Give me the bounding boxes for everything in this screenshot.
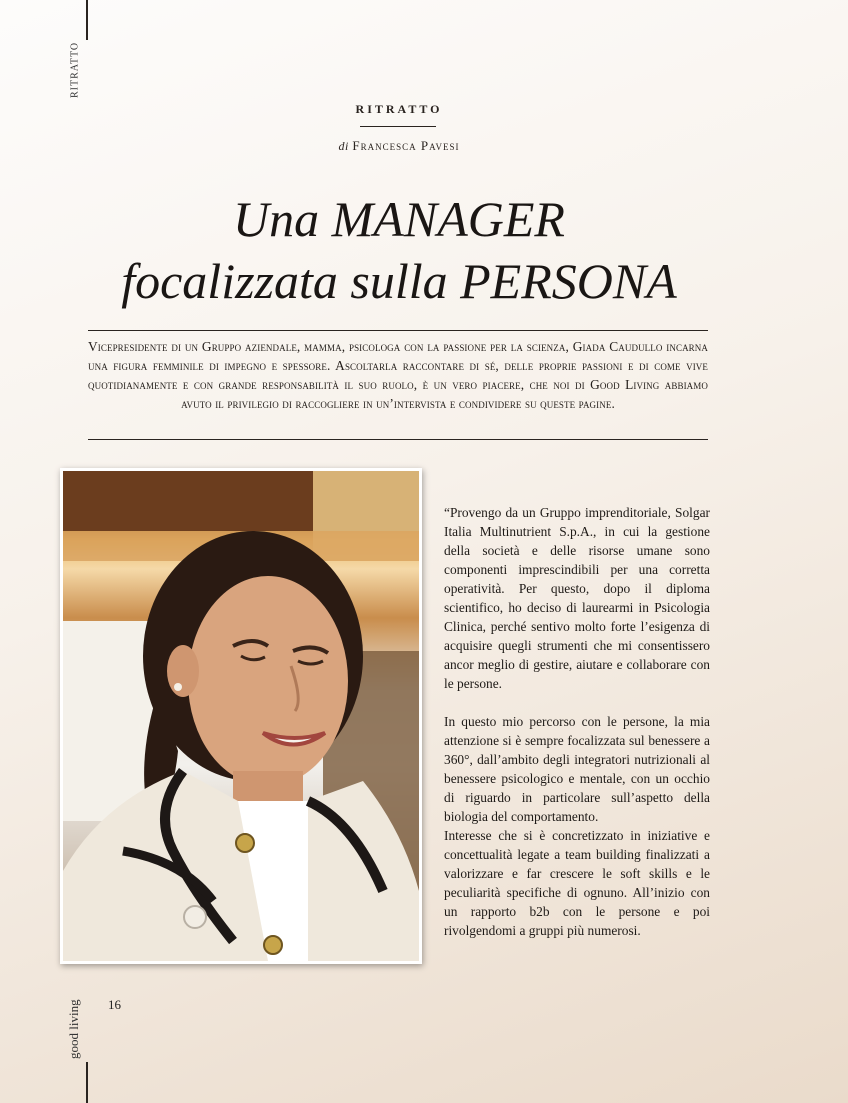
- body-paragraph-2: In questo mio percorso con le persone, la mia attenzione si è sempre focalizzata sul benessere a 360°, dall’ambito degli integratori nutrizionali al benessere psicologico e mentale, con un occhio di riguardo in particolare sull’aspetto della biologia del comportamento.: [444, 714, 710, 824]
- page-number: 16: [108, 997, 121, 1012]
- intro-paragraph: Vicepresidente di un Gruppo aziendale, mamma, psicologa con la passione per la scienza, Giada Caudullo incarna una figura femminile di impegno e spessore. Ascoltarla raccontare di sé, delle proprie passioni e di come vive quotidianamente e con grande responsabilità il suo ruolo, è un vero piacere, che noi di Good Living abbiamo avuto il privilegio di raccogliere in un’intervista e condividere su queste pagine.: [88, 339, 708, 411]
- headline-line-1: Una MANAGER: [233, 191, 565, 247]
- side-rule-top: [86, 0, 88, 40]
- headline-line-2: focalizzata sulla PERSONA: [121, 253, 677, 309]
- body-paragraph-1: “Provengo da un Gruppo imprenditoriale, Solgar Italia Multinutrient S.p.A., in cui la gestione della società e delle risorse umane sono componenti imprescindibili per una corretta operatività. Per questo, dopo il diploma scientifico, ho deciso di laurearmi in Psicologia Clinica, perché sentivo molto forte l’esigenza di acquisire quegli strumenti che mi consentissero ancor meglio di gestire, aiutare e collaborare con le persone.: [444, 505, 710, 691]
- side-rule-bottom: [86, 1062, 88, 1103]
- section-title: RITRATTO: [355, 102, 443, 116]
- portrait-photo: [60, 468, 422, 964]
- body-paragraph-3: Interesse che si è concretizzato in iniziative e concettualità legate a team building finalizzati a valorizzare e far crescere le soft skills e le peculiarità specifiche di ognuno. All’inizio con un rapporto b2b con le persone e poi rivolgendomi a gruppi più numerosi.: [444, 828, 710, 938]
- byline: [0, 138, 798, 154]
- intro-rule-top: [88, 330, 708, 331]
- side-magazine-label: good living: [66, 999, 81, 1059]
- intro-rule-bottom: [88, 439, 708, 440]
- side-section-label: RITRATTO: [69, 41, 81, 99]
- section-rule: [360, 126, 436, 127]
- byline-author: Francesca Pavesi: [352, 138, 460, 153]
- portrait-illustration: [63, 471, 419, 961]
- byline-prefix: di: [338, 139, 349, 153]
- headline: [0, 188, 798, 312]
- article-body: [444, 503, 710, 940]
